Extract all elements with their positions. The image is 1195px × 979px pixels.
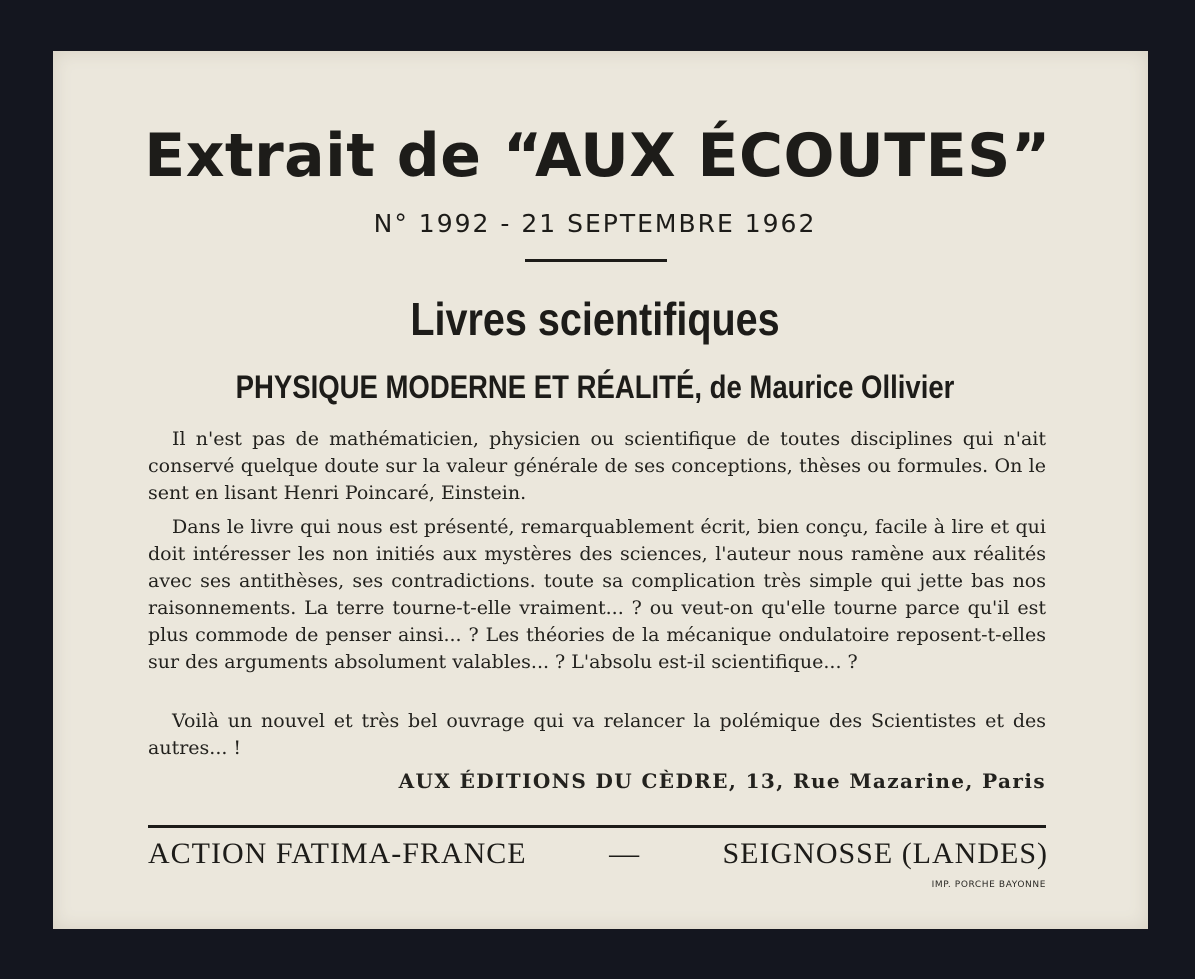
section-headline: Livres scientifiques xyxy=(410,293,780,345)
printer-credit: IMP. PORCHE BAYONNE xyxy=(931,880,1046,890)
issue-line: N° 1992 - 21 SEPTEMBRE 1962 xyxy=(373,209,817,238)
document-title: Extrait de “AUX ÉCOUTES” xyxy=(144,121,1051,191)
publisher-line: AUX ÉDITIONS DU CÈDRE, 13, Rue Mazarine, Paris xyxy=(398,769,1046,793)
footer-divider xyxy=(148,825,1046,828)
footer-location: SEIGNOSSE (LANDES) xyxy=(722,837,1048,870)
body-paragraph-2: Dans le livre qui nous est présenté, remarquablement écrit, bien conçu, facile à lire et qui doit intéresser les non initiés aux mystères des sciences, l'auteur nous ramène aux réalités avec ses antithèses, ses contradictions. toute sa complication très simple qui jette bas nos raisonnements. La terre tourne-t-elle vraiment... ? ou veut-on qu'elle tourne parce qu'il est plus commode de penser ainsi... ? Les théories de la mécanique ondulatoire reposent-t-elles sur des arguments absolument valables... ? L'absolu est-il scientifique... ? xyxy=(148,516,1046,673)
body-paragraph-3: Voilà un nouvel et très bel ouvrage qui va relancer la polémique des Scientistes et des autres... ! xyxy=(148,710,1046,759)
footer-organization: ACTION FATIMA-FRANCE xyxy=(148,837,527,870)
book-title: PHYSIQUE MODERNE ET RÉALITÉ, de Maurice Ollivier xyxy=(235,369,955,405)
title-divider xyxy=(525,259,667,262)
footer-separator: — xyxy=(609,837,641,870)
footer-line xyxy=(148,836,1048,872)
body-paragraph-1: Il n'est pas de mathématicien, physicien ou scientifique de toutes disciplines qui n'ait conservé quelque doute sur la valeur générale de ses conceptions, thèses ou formules. On le sent en lisant Henri Poincaré, Einstein. xyxy=(148,428,1046,504)
